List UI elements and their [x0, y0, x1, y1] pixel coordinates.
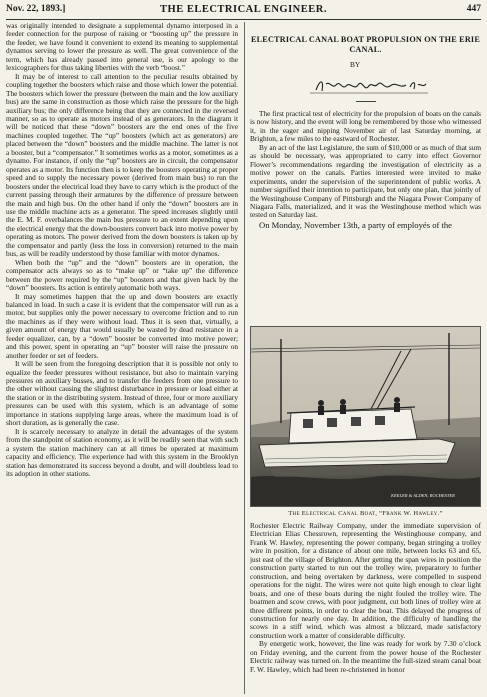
paragraph: When both the “up” and the “down” boosters are in operation, the compensator acts always so as to “make up” or “take up” the difference between the power required by the “up” boosters and that given back by the “down” boosters. Its action is entirely automatic both ways.	[6, 257, 238, 293]
header-rule	[6, 19, 481, 20]
paragraph: It will be seen from the foregoing description that it is possible not only to equalize the feeder pressures without resistance, but also to maintain varying pressures on auxiliary busses, and to transfer the feeders from one pressure to the other without causing the slightest disturbance in pressure or load either at the station or in the distributing system. Instead of three, four or more auxiliary pressures can be used with this system, which is an advantage of some importance in stations supplying large areas, where the maximum load is of short duration, as is generally the case.	[6, 359, 238, 428]
article-start	[250, 22, 481, 322]
photo-credit: KEELER & ALDEN, ROCHESTER	[391, 493, 455, 498]
author-signature	[250, 75, 481, 97]
page-number: 447	[466, 4, 481, 14]
paragraph: Rochester Electric Railway Company, under the immediate supervision of Electrician Elias Chessrown, representing the Westinghouse company, and Frank W. Hawley, representing the power company, began stringing a trolley wire in position, for a distance of about one mile, between locks 63 and 65, just east of the village of Brighton. After getting the span wires in position the construction party started to run out the trolley wire, preparatory to further construction, and being overtaken by darkness, were compelled to suspend operations for the night. The wires were not quite high enough to clear light boats, and one of these boats during the night fouled the trolley wire. The boatmen and scow crews, with poor judgment, cut both lines of trolley wire at three different points, in order to clear the boat. This delayed the progress of construction for nearly one day. In addition, the difficulty of handling the scows in a stiff wind, which was almost a blizzard, made satisfactory construction work a matter of considerable difficulty.	[250, 522, 481, 640]
paragraph: was originally intended to designate a supplemental dynamo interposed in a feeder connection for the purpose of raising or “boosting up” the pressure in the feeder, we have found it convenient to extend its meaning to supplemental dynamos serving to lower the pressure as well. The great convenience of the term, which has already passed into general use, is our apology to the lexicographers for thus taking liberties with the verb “boost.”	[6, 22, 238, 73]
paragraph: By energetic work, however, the line was ready for work by 7.30 o’clock on Friday evening, and the current from the power house of the Rochester Electric railway was turned on. In the meantime the full-sized steam canal boat F. W. Hawley, which had been re-christened in honor	[250, 639, 481, 674]
left-column	[6, 22, 238, 694]
paragraph: By an act of the last Legislature, the sum of $10,000 or as much of that sum as should be necessary, was appropriated to carry into effect Governor Flower’s recommendations regarding the investigation of electricity as a motive power on the canals. Parties interested were invited to make experiments, under the supervision of the superintendent of public works. A number signified their intention to participate, but only one plan, that jointly of the Westinghouse Company of Pittsburgh and the Niagara Power Company of Niagara Falls, materialized, and it was the Westinghouse method which was tested on Saturday last.	[250, 142, 481, 220]
canal-boat-photo	[250, 326, 481, 507]
issue-date: Nov. 22, 1893.]	[6, 4, 66, 14]
article-rule	[356, 101, 376, 102]
paragraph: It is scarcely necessary to analyze in detail the advantages of the system from the standpoint of station economy, as it will be readily seen that with such a system the station machinery can at all times be operated at maximum capacity and efficiency. The experience had with this system in the Brooklyn station has demonstrated its success beyond a doubt, and will doubtless lead to its adoption in other stations.	[6, 426, 238, 479]
column-divider	[244, 22, 245, 694]
journal-title: THE ELECTRICAL ENGINEER.	[160, 4, 327, 15]
paragraph: On Monday, November 13th, a party of employés of the	[259, 219, 452, 230]
running-header	[6, 4, 481, 18]
paragraph: It may sometimes happen that the up and down boosters are exactly balanced in load. In such a case it is evident that the compensator will run as a motor, but supplies only the power necessary to overcome friction and to run the machines as if they were without load. Thus it is seen that, virtually, a given amount of energy that would usually be wasted by dead resistance in a feeder equalizer, can, by a “down” booster be converted into motive power; and this power, spent in operating an “up” booster will raise the pressure on another feeder or set of feeders.	[6, 291, 238, 360]
figure-caption: The Electrical Canal Boat, “Frank W. Hawley.”	[288, 510, 443, 517]
byline-by: BY	[350, 60, 361, 69]
paragraph: It may be of interest to call attention to the peculiar results obtained by coupling together the boosters which raise and those which lower the potential. The boosters which lower the pressure (between the main and the low auxiliary bus) are the same in construction as those which raise the pressure for the high auxiliary bus; the only difference being that they are connected in the reversed manner, so as to operate as motors instead of as generators. In the diagram it will be noticed that these “down” boosters are the end ones of the five machines coupled together. The “up” boosters (which act as generators) are placed between the “down” boosters and the middle machine. The latter is not a booster, but a “compensator.” It sometimes works as a motor, sometimes as a dynamo. For instance, if only the “up” boosters are in circuit, the compensator operates as a motor. Its function then is to keep the boosters operating at proper speed and to supply the necessary power (derived from main bus) to run the boosters under the electrical load they have to carry which is the product of the current passing through their armatures by the difference of pressure between the main and high bus. On the other hand if only the “down” boosters are in use the middle machine acts as a generator. The speed increases slightly until the E. M. F. overbalances the main bus pressure to an extent depending upon the electrical energy that the down-boosters convert back into motive power by operating as motors. The power derived from the down boosters is taken up by the compensator and partly (less the loss in conversion) returned to the main bus, as will be readily understood by those familiar with motor dynamos.	[6, 71, 238, 259]
article-title: ELECTRICAL CANAL BOAT PROPULSION ON THE ERIE CANAL.	[250, 35, 480, 54]
paragraph: The first practical test of electricity for the propulsion of boats on the canals is now history, and the event will long be remembered by those who witnessed it, in the eager and nipping November air of last Saturday morning, at Brighton, a few miles to the eastward of Rochester.	[250, 109, 481, 144]
article-continued	[250, 522, 481, 694]
